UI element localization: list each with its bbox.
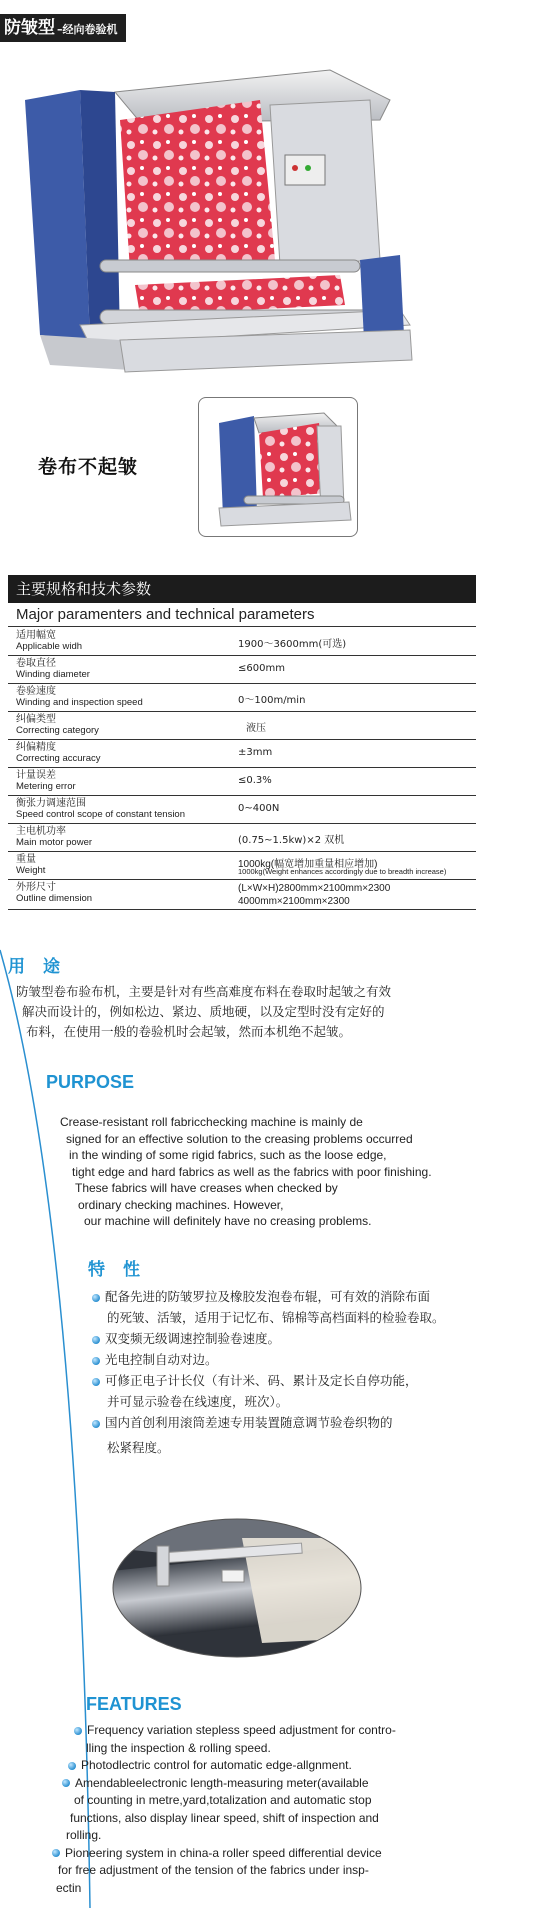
usage-body [16,982,391,1042]
model-suffix: –经向卷验机 [57,23,118,36]
spec-value: ≤0.3% [238,775,272,786]
feature-item [62,1757,396,1775]
feature-line: Frequency variation stepless speed adjustment for contro- [87,1723,396,1737]
spec-label-zh: 纠偏类型 [16,714,56,725]
usage-title: 用途 [8,957,78,977]
spec-label-en: Winding diameter [16,669,90,680]
bullet-icon [92,1294,100,1302]
feature-item [62,1722,396,1740]
feature-item [62,1775,396,1793]
spec-title-en: Major paramenters and technical parameters [8,603,476,627]
spec-value: 1900～3600mm(可选) [238,639,347,650]
spec-row [8,656,476,684]
characteristic-line: 双变频无级调速控制验卷速度。 [105,1331,281,1346]
spec-value: 0~400N [238,803,280,814]
spec-row [8,684,476,712]
feature-item [52,1845,396,1863]
characteristics-list [92,1286,445,1458]
model-name: 防皱型 [4,18,55,38]
bullet-icon [92,1420,100,1428]
characteristic-item-cont: 并可显示验卷在线速度，班次）。 [107,1394,289,1409]
spec-label-zh: 主电机功率 [16,826,66,837]
bullet-icon [92,1336,100,1344]
spec-value: ≤600mm [238,663,285,674]
machine-photo [20,60,415,380]
bullet-icon [92,1357,100,1365]
feature-line: Photodlectric control for automatic edge-allgnment. [81,1758,352,1772]
spec-label-en: Applicable widh [16,641,83,652]
usage-line: 布料，在使用一般的卷验机时会起皱，然而本机绝不起皱。 [26,1024,352,1039]
spec-label-zh: 重量 [16,854,36,865]
feature-item-cont: for free adjustment of the tension of the fabrics under insp- [58,1863,369,1877]
purpose-line: tight edge and hard fabrics as well as the fabrics with poor finishing. [72,1164,432,1179]
spec-label-en: Correcting accuracy [16,753,101,764]
characteristic-line: 光电控制自动对边。 [105,1352,218,1367]
spec-row [8,880,476,910]
spec-label-en: Main motor power [16,837,93,848]
spec-value: 液压 [246,723,266,734]
feature-item-cont: functions, also display linear speed, shift of inspection and [70,1810,379,1825]
spec-row [8,768,476,796]
usage-line: 防皱型卷布验布机，主要是针对有些高难度布料在卷取时起皱之有效 [16,984,392,999]
spec-label-zh: 纠偏精度 [16,742,56,753]
spec-title-zh: 主要规格和技术参数 [8,575,476,603]
spec-value: ±3mm [238,747,273,758]
spec-label-en: Correcting category [16,725,99,736]
bullet-icon [92,1378,100,1386]
purpose-body [60,1114,432,1230]
feature-line: Pioneering system in china-a roller speed differential device [65,1845,382,1860]
spec-value: 0～100m/min [238,695,306,706]
characteristics-title: 特性 [88,1260,158,1280]
spec-label-en: Winding and inspection speed [16,697,143,708]
feature-item-cont: lling the inspection & rolling speed. [86,1740,271,1755]
purpose-line: signed for an effective solution to the creasing problems occurred [66,1131,413,1146]
characteristic-item-cont: 松紧程度。 [107,1440,170,1455]
spec-value: 1000kg(幅宽增加重量相应增加) [238,859,378,870]
spec-row [8,740,476,768]
purpose-line: These fabrics will have creases when checked by [75,1181,338,1195]
feature-item-cont: of counting in metre,yard,totalization and automatic stop [74,1793,372,1807]
spec-value-sub: 4000mm×2100mm×2300 [238,896,350,907]
spec-value: (0.75~1.5kw)×2 双机 [238,835,345,846]
spec-value-sub: 1000kg(Weight enhances accordingly due to breadth increase) [238,867,447,876]
purpose-title: PURPOSE [46,1072,135,1092]
characteristic-item [92,1328,445,1349]
spec-label-zh: 卷验速度 [16,686,56,697]
spec-row [8,796,476,824]
spec-label-en: Outline dimension [16,893,93,904]
spec-row [8,712,476,740]
purpose-line: ordinary checking machines. However, [78,1197,284,1212]
characteristic-line: 可修正电子计长仪（有计米、码、累计及定长自停功能， [105,1373,418,1388]
spec-label-zh: 外形尺寸 [16,882,56,893]
characteristic-line: 配备先进的防皱罗拉及橡胶发泡卷布辊，可有效的消除布面 [105,1289,431,1304]
bullet-icon [68,1762,76,1770]
spec-label-en: Metering error [16,781,76,792]
characteristic-line: 国内首创利用滚筒差速专用装置随意调节验卷织物的 [105,1415,393,1430]
spec-label-zh: 适用幅宽 [16,630,56,641]
purpose-line: in the winding of some rigid fabrics, such as the loose edge, [69,1148,387,1162]
inset-machine-illustration [199,398,357,536]
spec-row [8,824,476,852]
usage-line: 解决而设计的，例如松边、紧边、质地硬，以及定型时没有定好的 [22,1004,385,1019]
spec-row [8,852,476,880]
bullet-icon [62,1779,70,1787]
spec-row [8,628,476,656]
characteristic-item-cont: 的死皱、活皱，适用于记忆布、锦棉等高档面料的检验卷取。 [107,1310,445,1325]
spec-label-zh: 卷取直径 [16,658,56,669]
characteristic-item [92,1286,445,1307]
spec-label-zh: 衡张力调速范围 [16,798,86,809]
bullet-icon [52,1849,60,1857]
inset-photo [198,397,358,537]
feature-item-cont: rolling. [66,1828,102,1842]
feature-line: Amendableelectronic length-measuring meter(available [75,1775,369,1790]
bullet-icon [74,1727,82,1735]
feature-item-cont: ectin [56,1880,82,1895]
spec-label-zh: 计量误差 [16,770,56,781]
spec-value: (L×W×H)2800mm×2100mm×2300 [238,883,391,894]
purpose-line: Crease-resistant roll fabricchecking machine is mainly de [60,1115,363,1129]
model-badge [0,14,126,42]
roll-no-crease-caption: 卷布不起皱 [38,456,139,478]
roller-closeup-photo [112,1518,362,1658]
characteristic-item [92,1349,445,1370]
features-list [56,1722,396,1897]
characteristic-item [92,1412,445,1433]
spec-label-en: Weight [16,865,46,876]
features-title: FEATURES [86,1694,182,1714]
spec-label-en: Speed control scope of constant tension [16,809,186,820]
characteristic-item [92,1370,445,1391]
purpose-line: our machine will definitely have no creasing problems. [84,1214,372,1228]
